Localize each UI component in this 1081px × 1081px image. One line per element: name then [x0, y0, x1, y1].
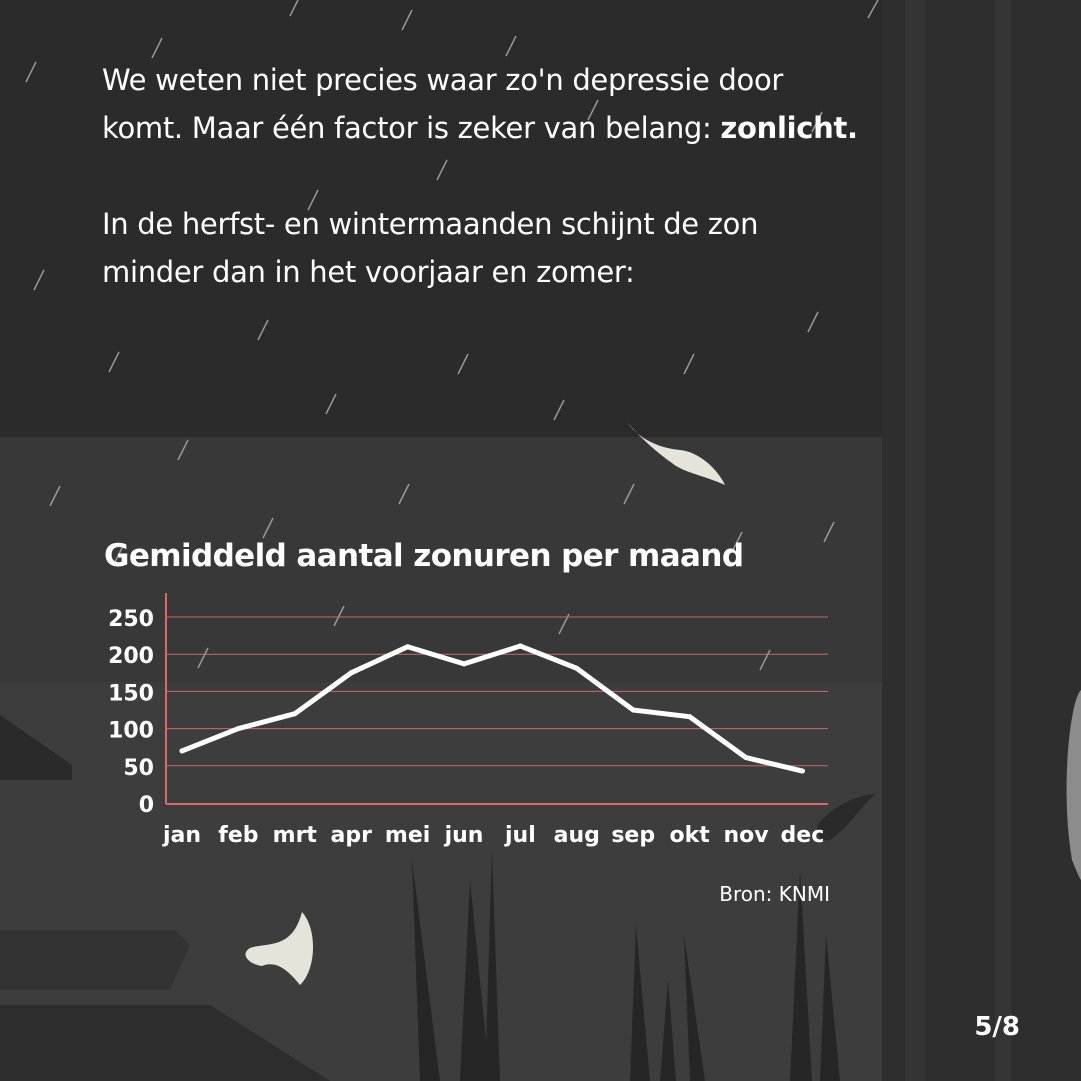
y-tick-labels	[108, 607, 154, 818]
data-point	[292, 711, 297, 716]
series-line	[182, 646, 802, 771]
data-point	[744, 755, 749, 760]
x-tick-label: jul	[505, 823, 536, 848]
data-point	[349, 670, 354, 675]
x-tick-label: jan	[162, 823, 202, 848]
x-tick-label: okt	[669, 823, 710, 848]
y-tick-label: 150	[108, 681, 154, 707]
y-tick-label: 200	[108, 644, 154, 670]
data-point	[574, 666, 579, 671]
x-tick-label: jun	[444, 823, 484, 848]
x-tick-label: dec	[780, 823, 825, 848]
y-tick-label: 0	[138, 793, 154, 818]
data-point	[631, 708, 636, 713]
series-line-layer	[180, 644, 805, 774]
y-tick-label: 50	[123, 755, 154, 781]
y-tick-label: 100	[108, 718, 154, 744]
x-tick-labels	[162, 823, 824, 848]
data-point	[236, 726, 241, 731]
data-point	[800, 769, 805, 774]
intro-line-1: We weten niet precies waar zo'n depressie door komt. Maar één factor is zeker van belang:	[102, 63, 784, 145]
x-tick-label: mei	[384, 823, 431, 848]
data-point	[518, 644, 523, 649]
x-tick-label: mrt	[272, 823, 317, 848]
data-point	[687, 714, 692, 719]
x-tick-label: sep	[611, 823, 656, 848]
source-label: Bron: KNMI	[719, 882, 830, 906]
intro-paragraph-2: In de herfst- en wintermaanden schijnt de zon minder dan in het voorjaar en zomer:	[102, 207, 759, 289]
data-point	[462, 661, 467, 666]
y-tick-label: 250	[108, 607, 154, 632]
x-tick-label: aug	[553, 823, 600, 848]
intro-emphasis: zonlicht.	[720, 111, 858, 145]
x-tick-label: apr	[330, 823, 372, 848]
chart-title: Gemiddeld aantal zonuren per maand	[104, 538, 744, 574]
data-point	[180, 748, 185, 753]
x-tick-label: feb	[218, 823, 259, 848]
x-tick-label: nov	[723, 823, 769, 848]
data-point	[405, 644, 410, 649]
page-indicator: 5/8	[974, 1012, 1020, 1042]
axes	[166, 593, 828, 804]
